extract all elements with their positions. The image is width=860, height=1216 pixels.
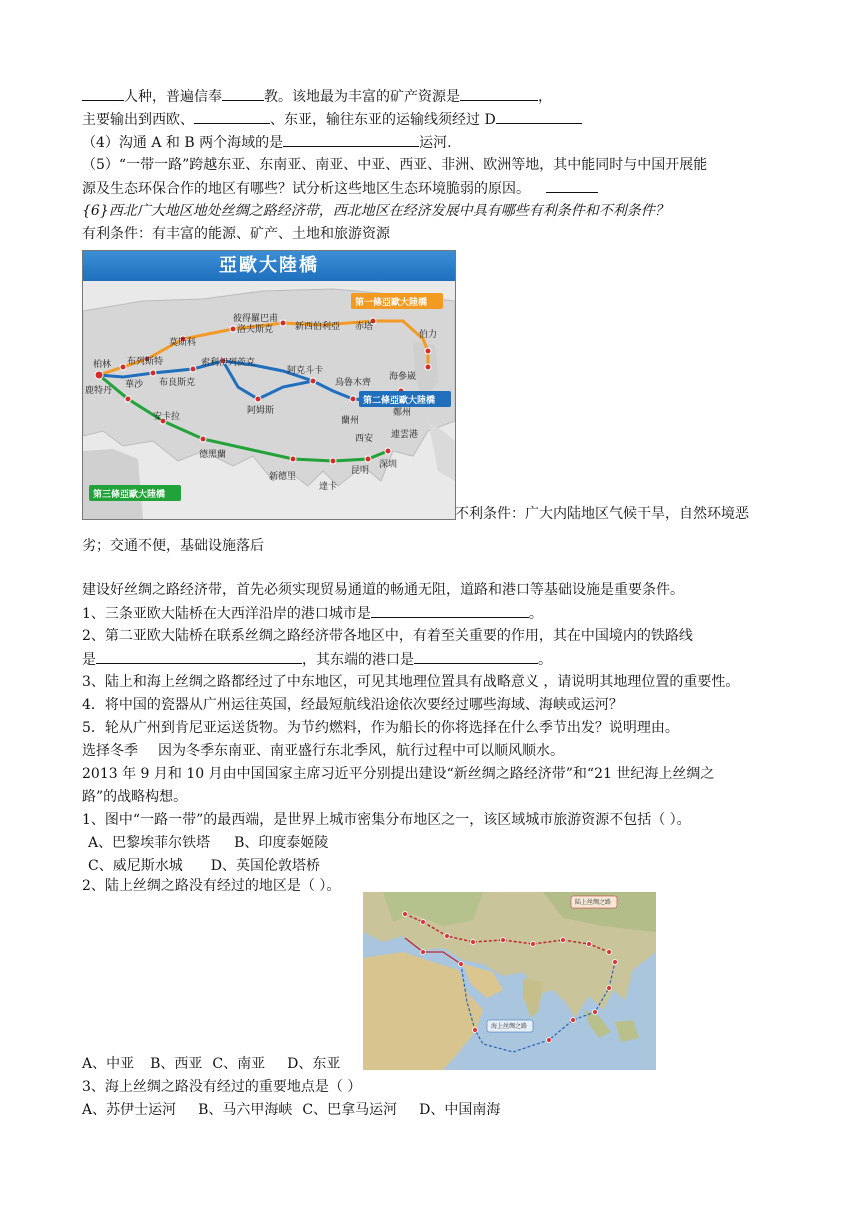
silk-road-map <box>363 892 656 1070</box>
svg-text:布良斯克: 布良斯克 <box>159 378 196 388</box>
svg-text:阿姆斯: 阿姆斯 <box>247 406 275 416</box>
mc-question-2: 2、陆上丝绸之路没有经过的地区是（ ）。 <box>82 878 341 894</box>
blank <box>546 178 598 193</box>
svg-text:西安: 西安 <box>355 434 374 444</box>
legend-route-2: 第二條亞歐大陸橋 <box>363 396 436 406</box>
question-5-line-2: 源及生态环保合作的地区有哪些？试分析这些地区生态环境脆弱的原因。 <box>82 178 598 199</box>
q5-answer: 选择冬季 因为冬季东南亚、南亚盛行东北季风，航行过程中可以顺风顺水。 <box>82 743 564 759</box>
svg-text:新西伯利亞: 新西伯利亞 <box>295 322 341 332</box>
blank <box>283 132 419 147</box>
q2-line-1: 2、第二亚欧大陆桥在联系丝绸之路经济带各地区中，有着至关重要的作用，其在中国境内的铁路线 <box>82 628 693 644</box>
line-3: （4）沟通 A 和 B 两个海域的是 运河. <box>82 132 452 153</box>
blank <box>82 86 124 101</box>
blank <box>371 603 529 618</box>
svg-text:達卡: 達卡 <box>319 482 338 492</box>
svg-text:柏林: 柏林 <box>93 360 112 370</box>
svg-text:德黑蘭: 德黑蘭 <box>199 450 227 460</box>
svg-text:洛夫斯克: 洛夫斯克 <box>237 325 274 335</box>
unfavorable-conditions: 不利条件：广大内陆地区气候干旱，自然环境恶 <box>455 506 749 522</box>
mc-question-1: 1、图中“一路一带”的最西端，是世界上城市密集分布地区之一，该区域城市旅游资源不包括（ ）。 <box>82 812 691 828</box>
mc-q1-options-ab: A、巴黎埃菲尔铁塔 B、印度泰姬陵 <box>88 835 329 851</box>
svg-text:伯力: 伯力 <box>419 330 438 340</box>
silk-road-map-graphic <box>363 892 656 1070</box>
mc-question-3: 3、海上丝绸之路没有经过的重要地点是（ ） <box>82 1079 362 1095</box>
legend-route-3: 第三條亞歐大陸橋 <box>93 490 166 500</box>
svg-text:深圳: 深圳 <box>379 460 398 470</box>
silk-road-intro-2: 路”的战略构想。 <box>82 789 188 805</box>
land-bridge-map-graphic <box>83 281 455 519</box>
mc-q2-options: A、中亚 B、西亚 C、南亚 D、东亚 <box>82 1056 341 1072</box>
q2-line-2: 是 ，其东端的港口是 。 <box>82 649 552 670</box>
svg-text:烏魯木齊: 烏魯木齊 <box>335 378 372 388</box>
unfavorable-conditions-cont: 劣；交通不便，基础设施落后 <box>82 538 264 554</box>
svg-text:阿克斗卡: 阿克斗卡 <box>287 366 324 376</box>
line-2: 主要输出到西欧、 、东亚，输往东亚的运输线须经过 D <box>82 109 582 130</box>
blank <box>222 86 264 101</box>
mc-q1-options-cd: C、威尼斯水城 D、英国伦敦塔桥 <box>88 858 320 874</box>
blank <box>460 86 538 101</box>
legend-route-1: 第一條亞歐大陸橋 <box>355 298 428 308</box>
question-6: {6}西北广大地区地处丝绸之路经济带，西北地区在经济发展中具有哪些有利条件和不利条件？ <box>82 203 669 219</box>
svg-text:蘭州: 蘭州 <box>341 416 360 426</box>
svg-text:赤塔: 赤塔 <box>355 322 374 332</box>
line-1: 人种，普遍信奉 教。该地最为丰富的矿产资源是 ， <box>82 86 552 107</box>
svg-text:彼得羅巴甫: 彼得羅巴甫 <box>233 314 279 324</box>
mc-q3-options: A、苏伊士运河 B、马六甲海峡 C、巴拿马运河 D、中国南海 <box>82 1102 501 1118</box>
blank <box>96 649 302 664</box>
intro-silk-road: 建设好丝绸之路经济带，首先必须实现贸易通道的畅通无阻，道路和港口等基础设施是重要条件。 <box>82 582 684 598</box>
svg-text:連雲港: 連雲港 <box>391 430 419 440</box>
blank <box>414 649 538 664</box>
silk-road-intro-1: 2013 年 9 月和 10 月由中国国家主席习近平分别提出建设“新丝绸之路经济带”和“21 世纪海上丝绸之 <box>82 766 715 782</box>
svg-text:莫斯科: 莫斯科 <box>169 338 197 348</box>
svg-text:布列斯特: 布列斯特 <box>127 357 164 367</box>
svg-text:鹿特丹: 鹿特丹 <box>85 386 113 396</box>
svg-text:鄭州: 鄭州 <box>393 408 412 418</box>
blank <box>194 109 270 124</box>
svg-text:安卡拉: 安卡拉 <box>153 412 181 422</box>
svg-text:海參崴: 海參崴 <box>389 372 417 382</box>
svg-text:華沙: 華沙 <box>125 380 144 390</box>
question-5-line-1: （5）“一带一路”跨越东亚、东南亚、南亚、中亚、西亚、非洲、欧洲等地，其中能同时与中国开展能 <box>82 157 708 173</box>
blank <box>496 109 582 124</box>
eurasian-land-bridge-map <box>82 250 456 520</box>
svg-text:新德里: 新德里 <box>269 472 297 482</box>
q5-season: 5．轮从广州到肯尼亚运送货物。为节约燃料，作为船长的你将选择在什么季节出发？说明理由。 <box>82 720 679 736</box>
svg-text:昆明: 昆明 <box>351 466 370 476</box>
svg-text:索利伊列茨克: 索利伊列茨克 <box>201 358 256 368</box>
q4-route: 4．将中国的瓷器从广州运往英国，经最短航线沿途依次要经过哪些海域、海峡或运河？ <box>82 697 623 713</box>
land-route-label: 陆上丝绸之路 <box>575 899 612 906</box>
q3-middle-east: 3、陆上和海上丝绸之路都经过了中东地区，可见其地理位置具有战略意义 ，请说明其地理位置的重要性。 <box>82 674 740 690</box>
map-title: 亞歐大陸橋 <box>83 251 455 281</box>
sea-route-label: 海上丝绸之路 <box>491 1023 528 1030</box>
favorable-conditions: 有利条件：有丰富的能源、矿产、土地和旅游资源 <box>82 226 390 242</box>
q1-ports: 1、三条亚欧大陆桥在大西洋沿岸的港口城市是 。 <box>82 603 543 624</box>
